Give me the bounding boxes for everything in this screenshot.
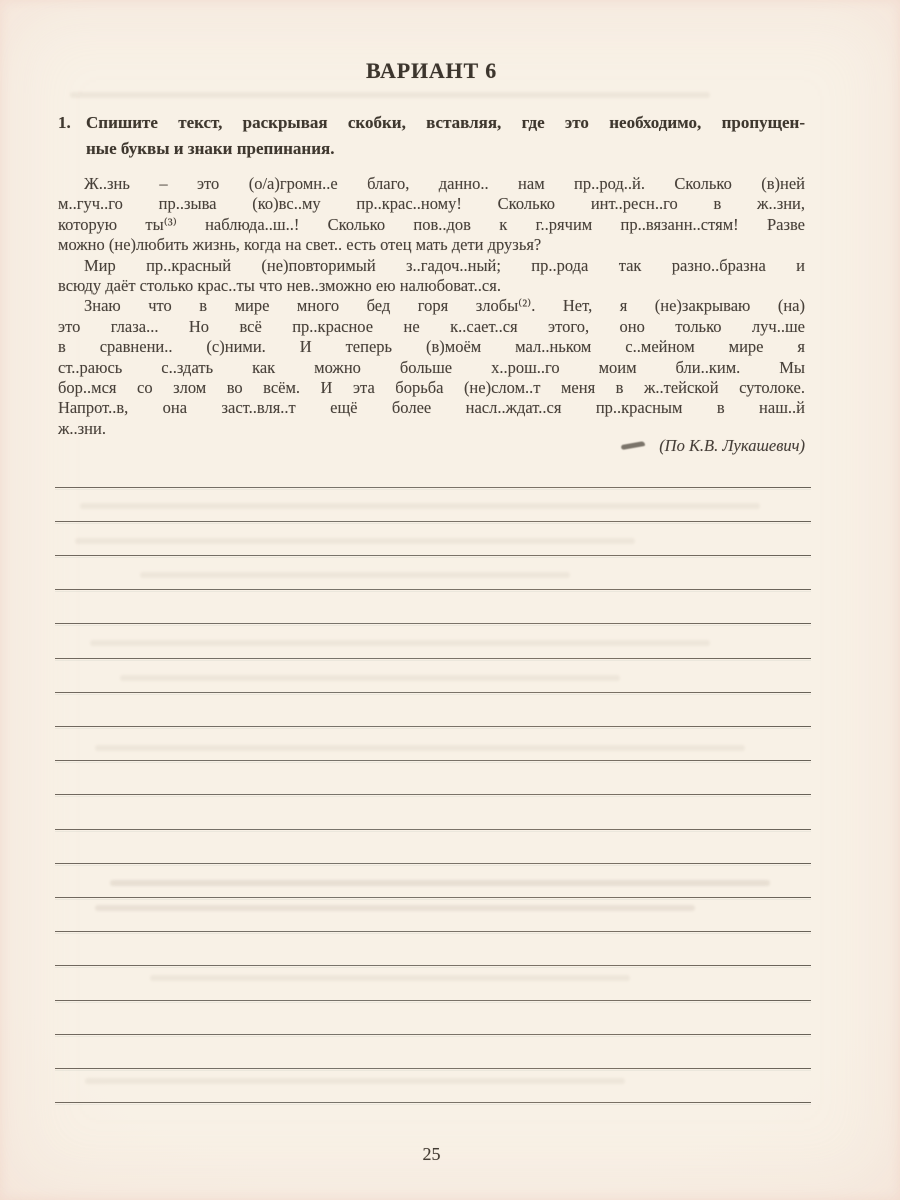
- text-line: Напрот..в, она заст..вля..т ещё более насл..ждат..ся пр..красным в наш..й: [58, 398, 805, 418]
- writing-line: [55, 897, 811, 899]
- variant-title: ВАРИАНТ 6: [365, 58, 498, 83]
- attribution-row: [58, 436, 805, 456]
- writing-line: [55, 794, 811, 796]
- ghost-artifact: [70, 92, 710, 98]
- exercise-number: 1.: [58, 113, 71, 132]
- text-line: ж..зни.: [58, 418, 106, 438]
- text-line: в сравнени.. (с)ними. И теперь (в)моём мал..ньком с..мейном мире я: [58, 337, 805, 357]
- ghost-artifact: [90, 640, 710, 646]
- text-line: бор..мся со злом во всём. И эта борьба (не)слом..т меня в ж..тейской сутолоке.: [58, 378, 805, 398]
- ink-smudge: [621, 441, 646, 450]
- writing-line: [55, 658, 811, 660]
- text-line: можно (не)любить жизнь, когда на свет.. есть отец мать дети друзья?: [58, 235, 542, 255]
- writing-line: [55, 726, 811, 728]
- writing-line: [55, 863, 811, 865]
- writing-line: [55, 931, 811, 933]
- text-line: м..гуч..го пр..зыва (ко)вс..му пр..крас..ному! Сколько инт..ресн..го в ж..зни,: [58, 194, 805, 214]
- writing-line: [55, 1102, 811, 1104]
- writing-line: [55, 589, 811, 591]
- instruction-line: ные буквы и знаки препинания.: [86, 139, 335, 158]
- text-line: всюду даёт столько крас..ты что нев..зможно ею налюбоват..ся.: [58, 276, 501, 296]
- ghost-artifact: [85, 1078, 625, 1084]
- writing-line: [55, 692, 811, 694]
- ghost-artifact: [95, 745, 745, 751]
- writing-line: [55, 1000, 811, 1002]
- exercise-instruction: [58, 110, 805, 162]
- writing-line: [55, 1068, 811, 1070]
- writing-line: [55, 623, 811, 625]
- writing-line: [55, 521, 811, 523]
- ghost-artifact: [80, 503, 760, 509]
- writing-line: [55, 829, 811, 831]
- writing-line: [55, 760, 811, 762]
- writing-line: [55, 965, 811, 967]
- ghost-artifact: [140, 572, 570, 578]
- text-line: ст..раюсь с..здать как можно больше х..рош..го моим бли..ким. Мы: [58, 357, 805, 377]
- instruction-text: [86, 110, 805, 162]
- page-number: 25: [422, 1144, 441, 1164]
- text-line: которую ты⁽³⁾ наблюда..ш..! Сколько пов..дов к г..рячим пр..вязанн..стям! Разве: [58, 214, 805, 234]
- text-line: Знаю что в мире много бед горя злобы⁽²⁾. Нет, я (не)закрываю (на): [84, 296, 805, 316]
- text-line: это глаза... Но всё пр..красное не к..сает..ся этого, оно только луч..ше: [58, 316, 805, 336]
- ghost-artifact: [75, 538, 635, 544]
- writing-line: [55, 555, 811, 557]
- ghost-artifact: [110, 880, 770, 886]
- ghost-artifact: [95, 905, 695, 911]
- writing-line: [55, 487, 811, 489]
- ghost-artifact: [150, 975, 630, 981]
- text-line: Ж..знь – это (о/а)громн..е благо, данно.. нам пр..род..й. Сколько (в)ней: [84, 174, 805, 193]
- instruction-line: Спишите текст, раскрывая скобки, вставляя, где это необходимо, пропущен-: [86, 113, 805, 132]
- ghost-artifact: [120, 675, 620, 681]
- text-line: Мир пр..красный (не)повторимый з..гадоч..ный; пр..рода так разно..бразна и: [84, 255, 805, 275]
- writing-line: [55, 1034, 811, 1036]
- attribution: (По К.В. Лукашевич): [659, 436, 805, 455]
- exercise-text: [58, 174, 805, 439]
